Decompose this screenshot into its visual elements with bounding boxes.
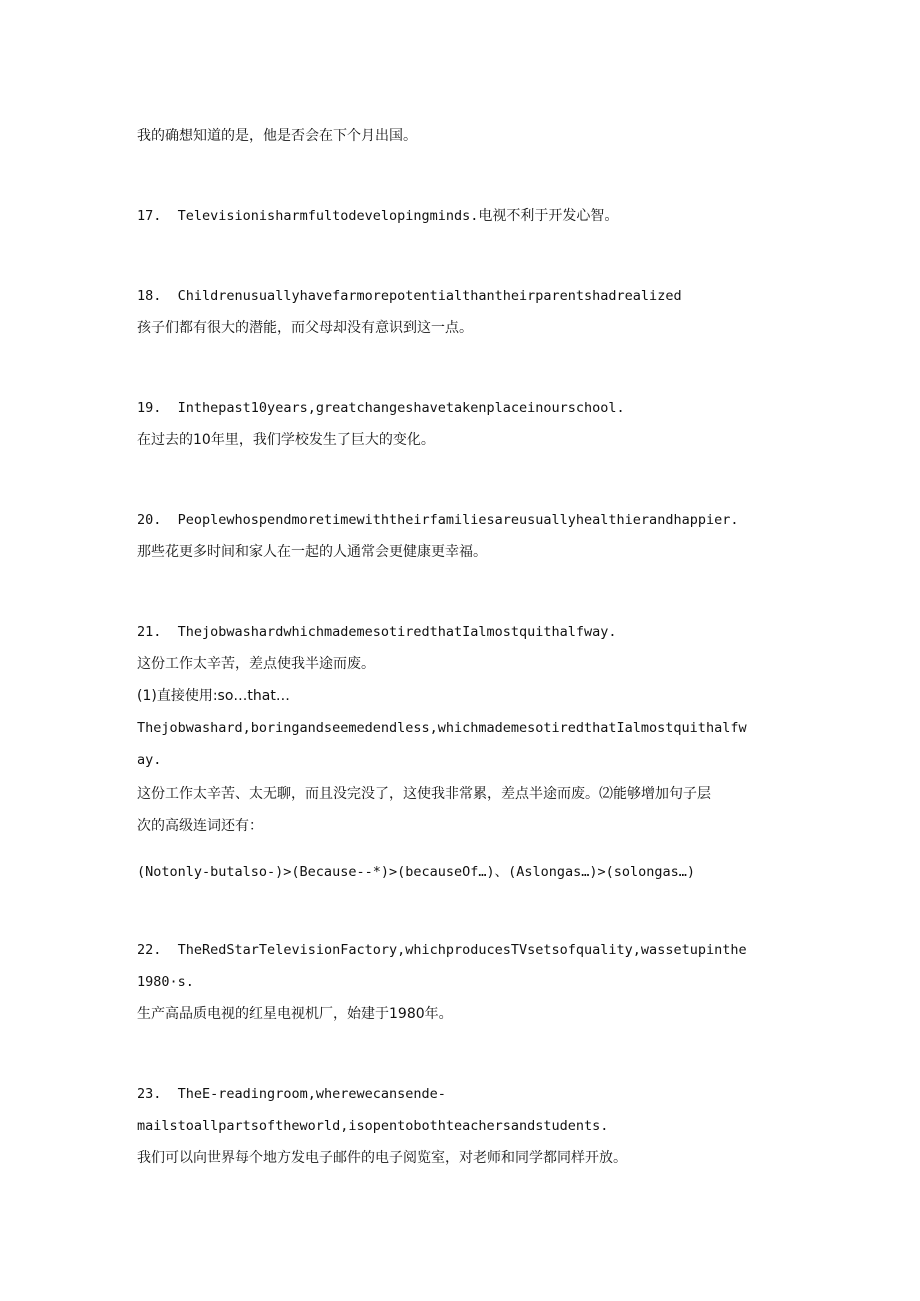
item-english: TheRedStarTelevisionFactory,whichproducesTVsetsofquality,wassetupinthe xyxy=(177,942,747,958)
item-21-conjunctions: (Notonly-butalso-)>(Because--*)>(becauseOf…)、(Aslongas…)>(solongas…) xyxy=(137,864,696,880)
item-21-note: (1)直接使用:so…that… xyxy=(137,688,290,704)
item-english: TheE-readingroom,wherewecansende- xyxy=(177,1086,446,1102)
item-18 xyxy=(137,286,682,306)
item-number: 23. xyxy=(137,1086,162,1102)
item-21-example-chinese-1: 这份工作太辛苦、太无聊，而且没完没了，这使我非常累，差点半途而废。⑵能够增加句子层 xyxy=(137,786,711,802)
item-21-example-chinese-2: 次的高级连词还有： xyxy=(137,818,263,834)
item-20 xyxy=(137,510,738,530)
item-22-chinese: 生产高品质电视的红星电视机厂，始建于1980年。 xyxy=(137,1006,453,1022)
item-number: 20. xyxy=(137,512,162,528)
item-number: 22. xyxy=(137,942,162,958)
item-23-chinese: 我们可以向世界每个地方发电子邮件的电子阅览室，对老师和同学都同样开放。 xyxy=(137,1150,627,1166)
item-23-english-2: mailstoallpartsoftheworld,isopentobothteachersandstudents. xyxy=(137,1118,609,1134)
item-chinese: 电视不利于开发心智。 xyxy=(478,208,619,224)
item-21 xyxy=(137,622,617,642)
item-english: ThejobwashardwhichmademesotiredthatIalmostquithalfway. xyxy=(177,624,617,640)
item-english: Televisionisharmfultodevelopingminds. xyxy=(177,208,479,224)
item-number: 17. xyxy=(137,208,162,224)
item-english: Peoplewhospendmoretimewiththeirfamiliesareusuallyhealthierandhappier. xyxy=(177,512,739,528)
item-number: 19. xyxy=(137,400,162,416)
item-english: Childrenusuallyhavefarmorepotentialthantheirparentshadrealized xyxy=(177,288,682,304)
item-english: Inthepast10years,greatchangeshavetakenplaceinourschool. xyxy=(177,400,625,416)
item-18-chinese: 孩子们都有很大的潜能，而父母却没有意识到这一点。 xyxy=(137,320,473,336)
item-17 xyxy=(137,206,618,226)
item-21-example-english-1: Thejobwashard,boringandseemedendless,whichmademesotiredthatIalmostquithalfw xyxy=(137,720,747,736)
item-19-chinese: 在过去的10年里，我们学校发生了巨大的变化。 xyxy=(137,432,435,448)
item-number: 18. xyxy=(137,288,162,304)
item-22 xyxy=(137,940,747,960)
item-22-english-2: 1980·s. xyxy=(137,974,194,990)
item-21-chinese: 这份工作太辛苦，差点使我半途而废。 xyxy=(137,656,375,672)
item-19 xyxy=(137,398,625,418)
intro-chinese-line: 我的确想知道的是，他是否会在下个月出国。 xyxy=(137,128,417,144)
item-number: 21. xyxy=(137,624,162,640)
item-20-chinese: 那些花更多时间和家人在一起的人通常会更健康更幸福。 xyxy=(137,544,487,560)
item-23 xyxy=(137,1084,446,1104)
item-21-example-english-2: ay. xyxy=(137,752,162,768)
